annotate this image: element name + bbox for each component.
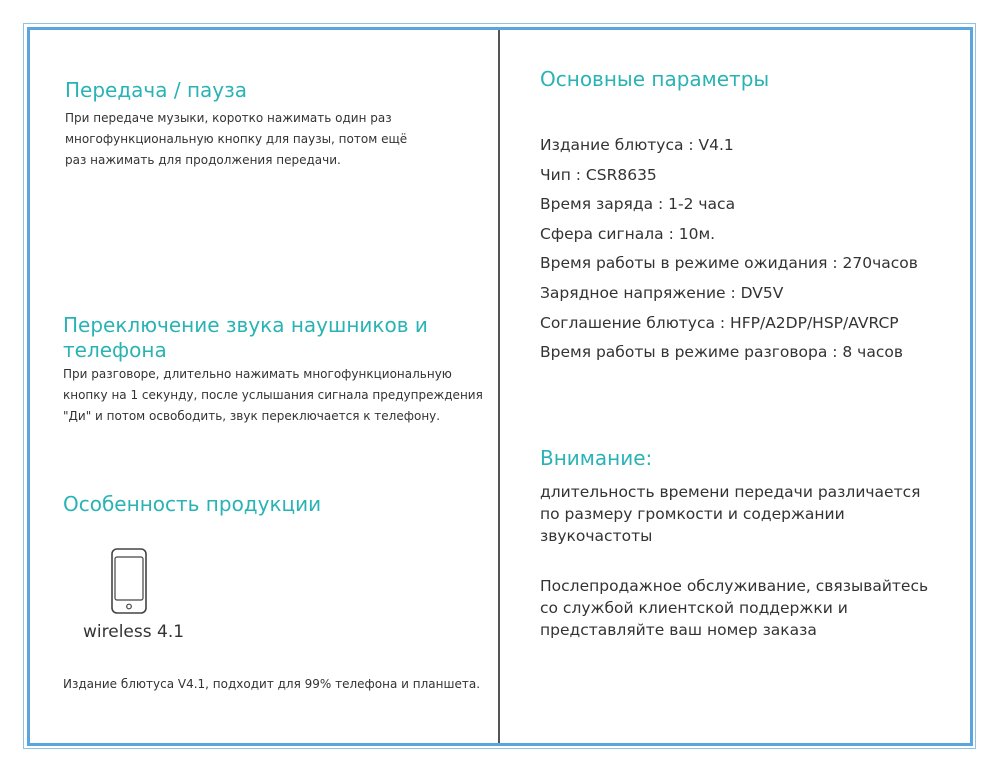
text-line: раз нажимать для продолжения передачи. — [65, 153, 341, 167]
param-item: Время заряда : 1-2 часа — [540, 195, 736, 214]
notice-line: представляйте ваш номер заказа — [540, 621, 817, 639]
notice-line: со службой клиентской поддержки и — [540, 599, 848, 617]
param-item: Время работы в режиме разговора : 8 часов — [540, 343, 903, 362]
param-item: Зарядное напряжение : DV5V — [540, 283, 784, 302]
param-item: Время работы в режиме ожидания : 270часов — [540, 254, 918, 273]
params-list — [540, 131, 918, 368]
param-item: Издание блютуса : V4.1 — [540, 136, 734, 154]
notice-line: длительность времени передачи различается — [540, 483, 921, 501]
text-line: кнопку на 1 секунду, после услышания сигнала предупреждения — [63, 388, 483, 402]
notice-title: Внимание: — [540, 446, 653, 470]
notice-line: по размеру громкости и содержании — [540, 505, 845, 523]
params-title: Основные параметры — [540, 67, 770, 91]
phone-icon — [111, 548, 147, 614]
features-footer: Издание блютуса V4.1, подходит для 99% телефона и планшета. — [63, 677, 481, 691]
notice-line: звукочастоты — [540, 527, 653, 545]
notice-paragraph-1 — [540, 481, 920, 547]
wireless-label: wireless 4.1 — [83, 622, 185, 642]
section-title-switch — [63, 313, 428, 363]
column-divider — [498, 30, 500, 743]
title-line: телефона — [63, 338, 167, 362]
param-item: Соглашение блютуса : HFP/A2DP/HSP/AVRCP — [540, 313, 899, 332]
notice-line: Послепродажное обслуживание, связывайтесь — [540, 577, 929, 595]
text-line: "Ди" и потом освободить, звук переключается к телефону. — [63, 409, 441, 423]
text-line: При передаче музыки, коротко нажимать один раз — [65, 111, 392, 125]
section-title-features: Особенность продукции — [63, 492, 322, 516]
title-line: Переключение звука наушников и — [63, 313, 428, 337]
section-text-pause — [65, 108, 407, 171]
section-text-switch — [63, 364, 483, 427]
text-line: многофункциональную кнопку для паузы, потом ещё — [65, 132, 408, 146]
section-title-pause: Передача / пауза — [65, 78, 248, 102]
param-item: Сфера сигнала : 10м. — [540, 224, 716, 243]
param-item: Чип : CSR8635 — [540, 165, 657, 184]
text-line: При разговоре, длительно нажимать многофункциональную — [63, 367, 452, 381]
notice-paragraph-2 — [540, 575, 928, 641]
